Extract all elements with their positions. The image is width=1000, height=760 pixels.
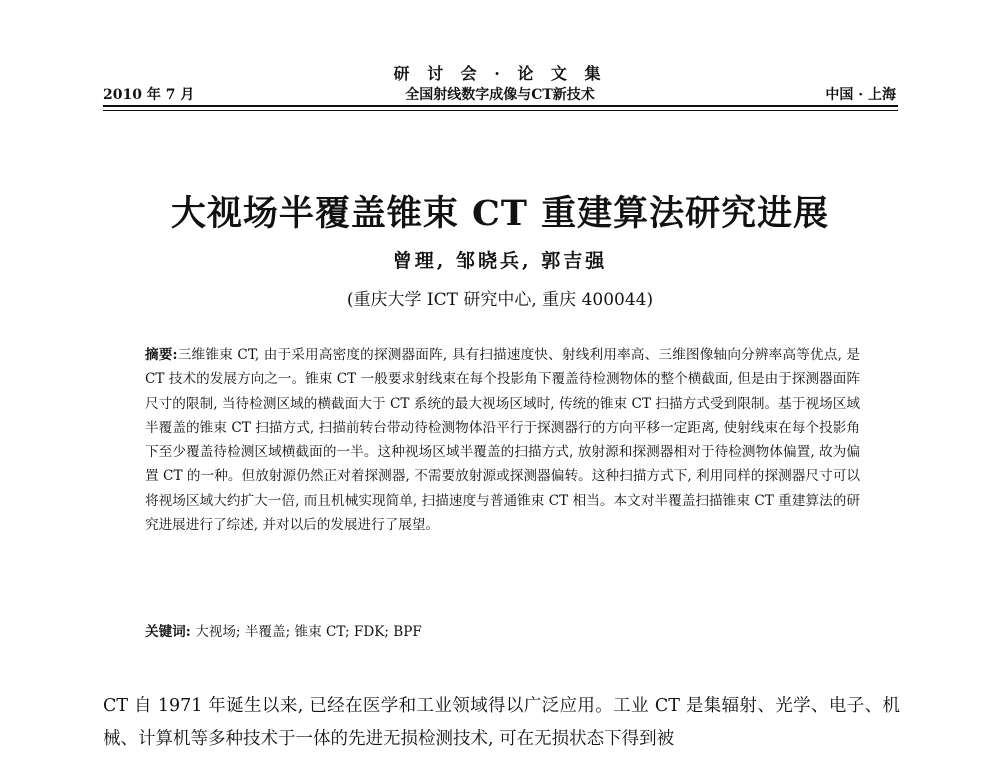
body-paragraph: CT 自 1971 年诞生以来, 已经在医学和工业领域得以广泛应用。工业 CT 是集辐射、光学、电子、机械、计算机等多种技术于一体的先进无损检测技术, 可在无损状态下得到被 bbox=[103, 696, 900, 749]
paper-title: 大视场半覆盖锥束 CT 重建算法研究进展 bbox=[170, 193, 830, 234]
conference-title: 研 讨 会 · 论 文 集 bbox=[393, 64, 607, 83]
paper-authors: 曾理, 邹晓兵, 郭吉强 bbox=[392, 250, 608, 272]
header-rule-thick bbox=[103, 105, 898, 107]
keywords-text: 大视场; 半覆盖; 锥束 CT; FDK; BPF bbox=[195, 624, 422, 640]
abstract bbox=[145, 343, 860, 537]
abstract-text: 三维锥束 CT, 由于采用高密度的探测器面阵, 具有扫描速度快、射线利用率高、三维图像轴向分辨率高等优点, 是 CT 技术的发展方向之一。锥束 CT 一般要求射线束在每个投影角下覆盖待检测物体的整个横截面, 但是由于探测器面阵尺寸的限制, 当待检测区域的横截面大于 CT 系统的最大视场区域时, 传统的锥束 CT 扫描方式受到限制。基于视场区域半覆盖的锥束 CT 扫描方式, 扫描前转台带动待检测物体沿平行于探测器行的方向平移一定距离, 使射线束在每个投影角下至少覆盖待检测区域横截面的一半。这种视场区域半覆盖的扫描方式, 放射源和探测器相对于待检测物体偏置, 故为偏置 CT 的一种。但放射源仍然正对着探测器, 不需要放射源或探测器偏转。这种扫描方式下, 利用同样的探测器尺寸可以将视场区域大约扩大一倍, 而且机械实现简单, 扫描速度与普通锥束 CT 相当。本文对半覆盖扫描锥束 CT 重建算法的研究进展进行了综述, 并对以后的发展进行了展望。 bbox=[145, 347, 860, 534]
header-location: 中国 · 上海 bbox=[825, 87, 896, 103]
header-rule-thin bbox=[103, 110, 898, 111]
keywords-label: 关键词: bbox=[145, 624, 191, 640]
keywords bbox=[145, 620, 860, 640]
paper-affiliation: (重庆大学 ICT 研究中心, 重庆 400044) bbox=[346, 290, 654, 310]
abstract-label: 摘要: bbox=[145, 347, 178, 363]
conference-subtitle: 全国射线数字成像与CT新技术 bbox=[405, 87, 595, 103]
header-date: 2010 年 7 月 bbox=[103, 87, 195, 103]
